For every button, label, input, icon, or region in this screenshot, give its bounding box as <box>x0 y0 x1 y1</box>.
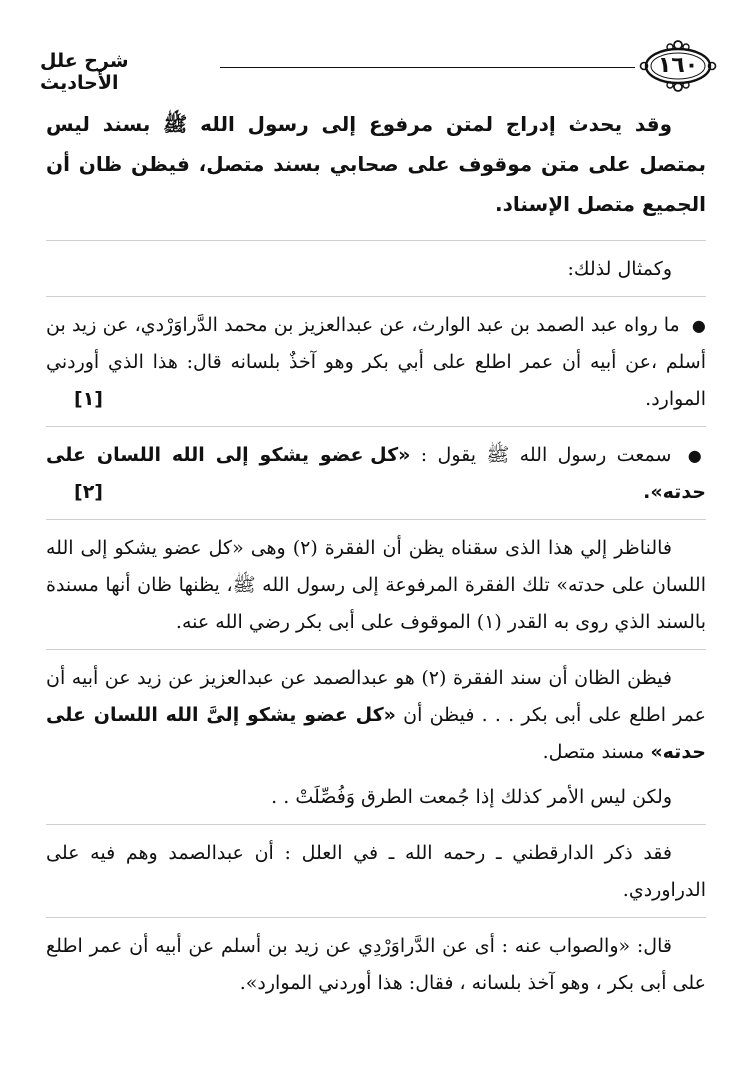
section-divider <box>46 240 706 241</box>
page-number: ١٦٠ <box>657 53 699 78</box>
section-divider <box>46 917 706 918</box>
example-heading: وكمثال لذلك: <box>567 258 672 280</box>
reference-marker-2: [٢] <box>74 481 103 503</box>
example-item-2 <box>46 437 706 511</box>
analysis-paragraph-4: فقد ذكر الدارقطني ـ رحمه الله ـ في العلل : أن عبدالصمد وهم فيه على الدراوردي. <box>46 842 706 901</box>
header-rule <box>220 67 635 68</box>
item-1-text: ما رواه عبد الصمد بن عبد الوارث، عن عبدالعزيز بن محمد الدَّراوَرْدي، عن زيد بن أسلم ،عن أبيه أن عمر اطلع على أبي بكر وهو آخذٌ بلسانه قال: هذا الذي أوردني الموارد. <box>46 314 706 410</box>
bullet-icon: ● <box>691 316 706 335</box>
section-divider <box>46 649 706 650</box>
intro-paragraph: وقد يحدث إدراج لمتن مرفوع إلى رسول الله ﷺ بسند ليس بمتصل على متن موقوف على صحابي بسند متصل، فيظن ظان أن الجميع متصل الإسناد. <box>46 112 706 216</box>
section-divider <box>46 426 706 427</box>
page-body <box>46 104 706 1010</box>
page-header <box>40 38 716 94</box>
section-divider <box>46 519 706 520</box>
paragraph-2-quote: «كل عضو يشكو إلىَّ الله اللسان على حدته» <box>46 704 706 763</box>
section-divider <box>46 296 706 297</box>
item-2-text: سمعت رسول الله ﷺ يقول : <box>420 444 672 466</box>
section-divider <box>46 824 706 825</box>
item-2-quote: «كل عضو يشكو إلى الله اللسان على حدته». <box>46 444 706 503</box>
reference-marker-1: [١] <box>74 388 103 410</box>
paragraph-2-text: فيظن الظان أن سند الفقرة (٢) هو عبدالصمد عن عبدالعزيز عن زيد عن أبيه أن عمر اطلع على أبى بكر . . . فيظن أن <box>46 667 706 726</box>
running-title: شرح علل الأحاديث <box>40 50 129 94</box>
paragraph-2-tail: مسند متصل. <box>542 741 645 763</box>
analysis-paragraph-3: ولكن ليس الأمر كذلك إذا جُمعت الطرق وَفُصِّلَتْ . . <box>271 786 672 808</box>
analysis-paragraph-5: قال: «والصواب عنه : أى عن الدَّراوَرْدِي عن زيد بن أسلم عن أبيه أن عمر اطلع على أبى بكر ، وهو آخذ بلسانه ، فقال: هذا أوردني الموارد». <box>46 935 706 994</box>
analysis-paragraph-1: فالناظر إلي هذا الذى سقناه يظن أن الفقرة (٢) وهى «كل عضو يشكو إلى الله اللسان على حدته» تلك الفقرة المرفوعة إلى رسول الله ﷺ، يظنها ظان أنها مسندة بالسند الذي روى به القدر (١) الموقوف على أبى بكر رضي الله عنه. <box>46 537 706 633</box>
bullet-icon: ● <box>687 446 707 465</box>
example-item-1 <box>46 307 706 418</box>
analysis-paragraph-2 <box>46 660 706 771</box>
